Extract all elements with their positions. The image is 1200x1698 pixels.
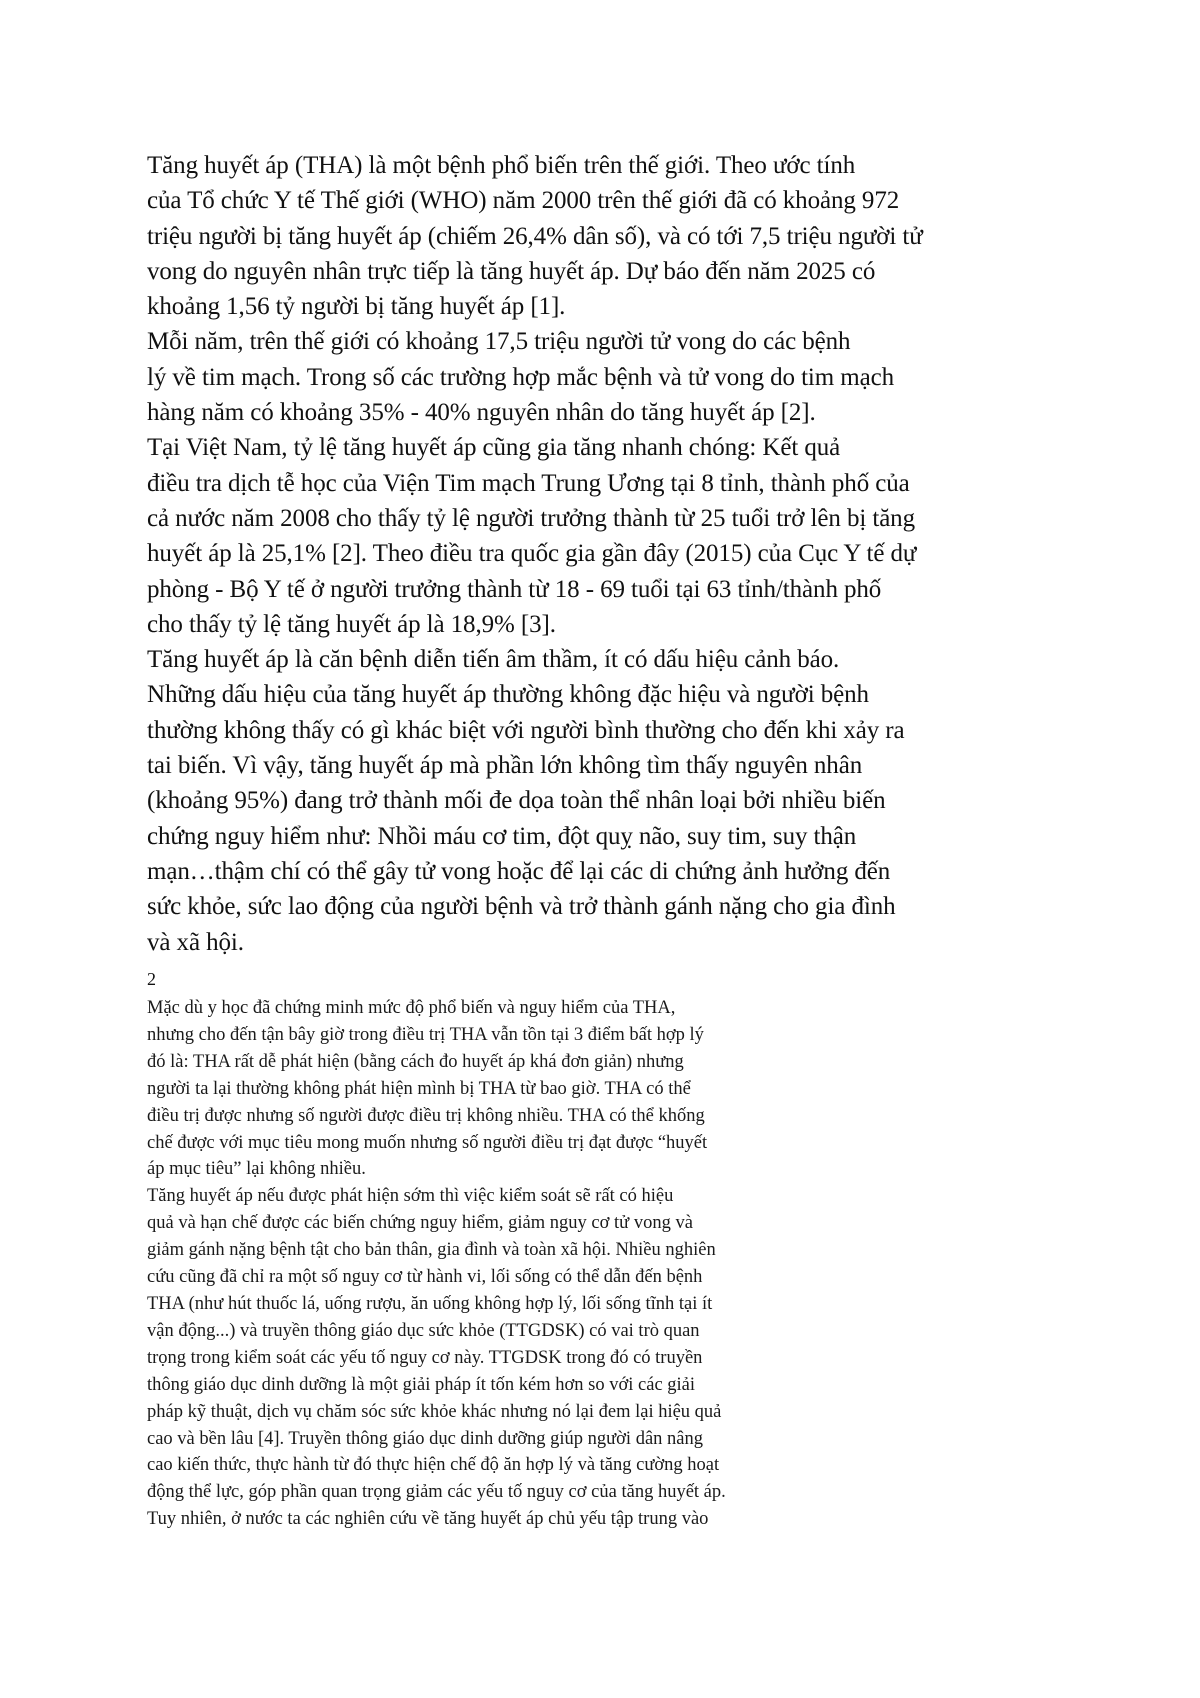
intro-line-2: của Tổ chức Y tế Thế giới (WHO) năm 2000 trên thế giới đã có khoảng 972	[147, 187, 900, 215]
body-line-8: Tăng huyết áp nếu được phát hiện sớm thì việc kiểm soát sẽ rất có hiệu	[147, 1186, 674, 1207]
intro-line-8: hàng năm có khoảng 35% - 40% nguyên nhân do tăng huyết áp [2].	[147, 399, 816, 427]
intro-line-23: và xã hội.	[147, 928, 244, 956]
body-line-6: chế được với mục tiêu mong muốn nhưng số người điều trị đạt được “huyết	[147, 1132, 708, 1153]
body-line-11: cứu cũng đã chỉ ra một số nguy cơ từ hành vi, lối sống có thể dẫn đến bệnh	[147, 1267, 703, 1288]
body-line-12: THA (như hút thuốc lá, uống rượu, ăn uống không hợp lý, lối sống tĩnh tại ít	[147, 1293, 713, 1314]
body-line-14: trọng trong kiểm soát các yếu tố nguy cơ này. TTGDSK trong đó có truyền	[147, 1347, 703, 1368]
body-line-9: quả và hạn chế được các biến chứng nguy hiểm, giảm nguy cơ tử vong và	[147, 1213, 693, 1234]
intro-line-3: triệu người bị tăng huyết áp (chiếm 26,4% dân số), và có tới 7,5 triệu người tử	[147, 222, 923, 250]
body-line-18: cao kiến thức, thực hành từ đó thực hiện chế độ ăn hợp lý và tăng cường hoạt	[147, 1455, 720, 1476]
body-line-17: cao và bền lâu [4]. Truyền thông giáo dục dinh dưỡng giúp người dân nâng	[147, 1428, 703, 1449]
intro-line-17: thường không thấy có gì khác biệt với người bình thường cho đến khi xảy ra	[147, 716, 905, 744]
intro-line-5: khoảng 1,56 tỷ người bị tăng huyết áp [1].	[147, 293, 566, 321]
intro-line-13: phòng - Bộ Y tế ở người trưởng thành từ 18 - 69 tuổi tại 63 tỉnh/thành phố	[147, 575, 882, 603]
intro-line-1: Tăng huyết áp (THA) là một bệnh phổ biến trên thế giới. Theo ước tính	[147, 152, 856, 179]
intro-line-18: tai biến. Vì vậy, tăng huyết áp mà phần lớn không tìm thấy nguyên nhân	[147, 752, 863, 780]
intro-line-6: Mỗi năm, trên thế giới có khoảng 17,5 triệu người tử vong do các bệnh	[147, 328, 851, 356]
intro-line-22: sức khỏe, sức lao động của người bệnh và trở thành gánh nặng cho gia đình	[147, 893, 896, 921]
intro-line-9: Tại Việt Nam, tỷ lệ tăng huyết áp cũng gia tăng nhanh chóng: Kết quả	[147, 434, 841, 462]
intro-line-10: điều tra dịch tễ học của Viện Tim mạch Trung Ương tại 8 tỉnh, thành phố của	[147, 469, 910, 497]
intro-line-19: (khoảng 95%) đang trở thành mối đe dọa toàn thể nhân loại bởi nhiều biến	[147, 787, 886, 815]
page-number: 2	[147, 969, 156, 989]
body-line-5: điều trị được nhưng số người được điều trị không nhiều. THA có thể khống	[147, 1105, 705, 1126]
body-line-15: thông giáo dục dinh dưỡng là một giải pháp ít tốn kém hơn so với các giải	[147, 1374, 696, 1395]
intro-line-12: huyết áp là 25,1% [2]. Theo điều tra quốc gia gần đây (2015) của Cục Y tế dự	[147, 540, 917, 568]
intro-text-block	[147, 148, 1047, 960]
intro-line-4: vong do nguyên nhân trực tiếp là tăng huyết áp. Dự báo đến năm 2025 có	[147, 257, 876, 285]
intro-line-15: Tăng huyết áp là căn bệnh diễn tiến âm thầm, ít có dấu hiệu cảnh báo.	[147, 646, 840, 674]
body-line-4: người ta lại thường không phát hiện mình bị THA từ bao giờ. THA có thể	[147, 1078, 691, 1099]
body-text-block	[147, 995, 907, 1533]
body-line-16: pháp kỹ thuật, dịch vụ chăm sóc sức khỏe khác nhưng nó lại đem lại hiệu quả	[147, 1401, 722, 1422]
intro-line-21: mạn…thậm chí có thể gây tử vong hoặc để lại các di chứng ảnh hưởng đến	[147, 857, 891, 885]
intro-line-7: lý về tim mạch. Trong số các trường hợp mắc bệnh và tử vong do tim mạch	[147, 363, 895, 391]
body-line-20: Tuy nhiên, ở nước ta các nghiên cứu về tăng huyết áp chủ yếu tập trung vào	[147, 1509, 709, 1530]
body-line-2: nhưng cho đến tận bây giờ trong điều trị THA vẫn tồn tại 3 điểm bất hợp lý	[147, 1024, 704, 1045]
body-line-7: áp mục tiêu” lại không nhiều.	[147, 1159, 366, 1180]
body-line-3: đó là: THA rất dễ phát hiện (bằng cách đo huyết áp khá đơn giản) nhưng	[147, 1051, 684, 1072]
body-line-10: giảm gánh nặng bệnh tật cho bản thân, gia đình và toàn xã hội. Nhiều nghiên	[147, 1240, 716, 1261]
body-line-1: Mặc dù y học đã chứng minh mức độ phổ biến và nguy hiểm của THA,	[147, 998, 676, 1018]
body-line-13: vận động...) và truyền thông giáo dục sức khỏe (TTGDSK) có vai trò quan	[147, 1320, 700, 1341]
body-line-19: động thể lực, góp phần quan trọng giảm các yếu tố nguy cơ của tăng huyết áp.	[147, 1482, 726, 1503]
intro-line-20: chứng nguy hiểm như: Nhồi máu cơ tim, đột quỵ não, suy tim, suy thận	[147, 822, 857, 850]
intro-line-11: cả nước năm 2008 cho thấy tỷ lệ người trưởng thành từ 25 tuổi trở lên bị tăng	[147, 504, 915, 532]
intro-line-16: Những dấu hiệu của tăng huyết áp thường không đặc hiệu và người bệnh	[147, 681, 869, 709]
intro-line-14: cho thấy tỷ lệ tăng huyết áp là 18,9% [3].	[147, 610, 556, 638]
